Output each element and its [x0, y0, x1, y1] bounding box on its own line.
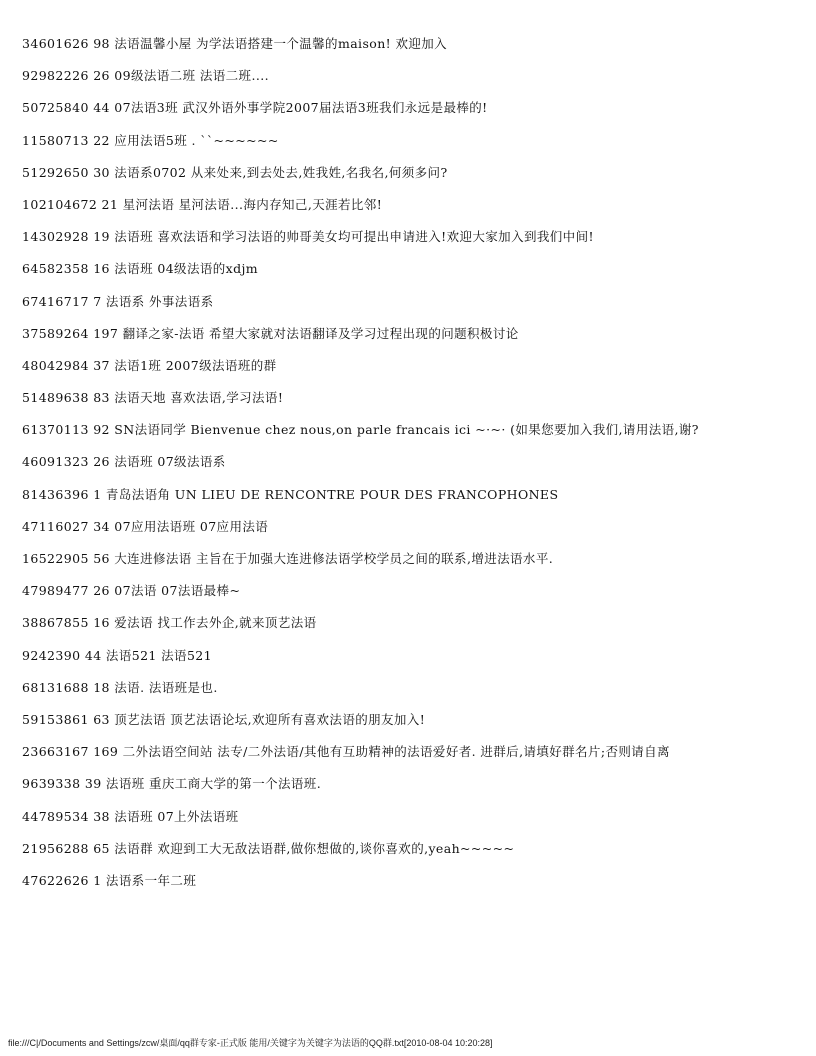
list-item: 68131688 18 法语. 法语班是也. — [22, 679, 218, 695]
list-item: 48042984 37 法语1班 2007级法语班的群 — [22, 357, 277, 373]
list-item: 16522905 56 大连进修法语 主旨在于加强大连进修法语学校学员之间的联系,增进法语水平. — [22, 551, 554, 566]
list-item: 34601626 98 法语温馨小屋 为学法语搭建一个温馨的maison! 欢迎加入 — [22, 36, 448, 51]
list-item: 46091323 26 法语班 07级法语系 — [22, 454, 226, 470]
list-item: 37589264 197 翻译之家-法语 希望大家就对法语翻译及学习过程出现的问题积极讨论 — [22, 325, 519, 341]
list-item: 81436396 1 青岛法语角 UN LIEU DE RENCONTRE POUR DES FRANCOPHONES — [22, 486, 559, 502]
list-item: 50725840 44 07法语3班 武汉外语外事学院2007届法语3班我们永远是最棒的! — [22, 100, 488, 116]
list-item: 64582358 16 法语班 04级法语的xdjm — [22, 261, 259, 277]
list-item: 23663167 169 二外法语空间站 法专/二外法语/其他有互助精神的法语爱好者. 进群后,请填好群名片;否则请自离 — [22, 744, 670, 760]
list-item: 47989477 26 07法语 07法语最棒~ — [22, 583, 241, 599]
list-item: 59153861 63 顶艺法语 顶艺法语论坛,欢迎所有喜欢法语的朋友加入! — [22, 711, 426, 727]
list-item: 11580713 22 应用法语5班 . ``~~~~~~ — [22, 132, 279, 148]
list-item: 102104672 21 星河法语 星河法语...海内存知己,天涯若比邻! — [22, 196, 383, 212]
list-item: 92982226 26 09级法语二班 法语二班.... — [22, 68, 269, 84]
list-item: 14302928 19 法语班 喜欢法语和学习法语的帅哥美女均可提出申请进入!欢迎大家加入到我们中间! — [22, 229, 594, 245]
list-item: 51292650 30 法语系0702 从来处来,到去处去,姓我姓,名我名,何须多问? — [22, 164, 448, 180]
list-item: 61370113 92 SN法语同学 Bienvenue chez nous,on parle francais ici ~·~· (如果您要加入我们,请用法语,谢? — [22, 422, 699, 438]
list-item: 51489638 83 法语天地 喜欢法语,学习法语! — [22, 390, 284, 406]
list-item: 9242390 44 法语521 法语521 — [22, 647, 213, 663]
list-item: 67416717 7 法语系 外事法语系 — [22, 293, 214, 309]
list-item: 44789534 38 法语班 07上外法语班 — [22, 808, 239, 824]
list-item: 9639338 39 法语班 重庆工商大学的第一个法语班. — [22, 776, 322, 792]
print-footer-file-path: file:///C|/Documents and Settings/zcw/桌面/qq群专家-正式版 能用/关键字为关键字为法语的QQ群.txt[2010-08-04 10:20:28] — [8, 1038, 493, 1048]
list-item: 38867855 16 爱法语 找工作去外企,就来顶艺法语 — [22, 615, 317, 631]
list-item: 47116027 34 07应用法语班 07应用法语 — [22, 518, 269, 534]
document-body — [22, 34, 797, 903]
list-item: 21956288 65 法语群 欢迎到工大无敌法语群,做你想做的,谈你喜欢的,yeah~~~~~ — [22, 840, 515, 856]
list-item: 47622626 1 法语系一年二班 — [22, 872, 197, 888]
